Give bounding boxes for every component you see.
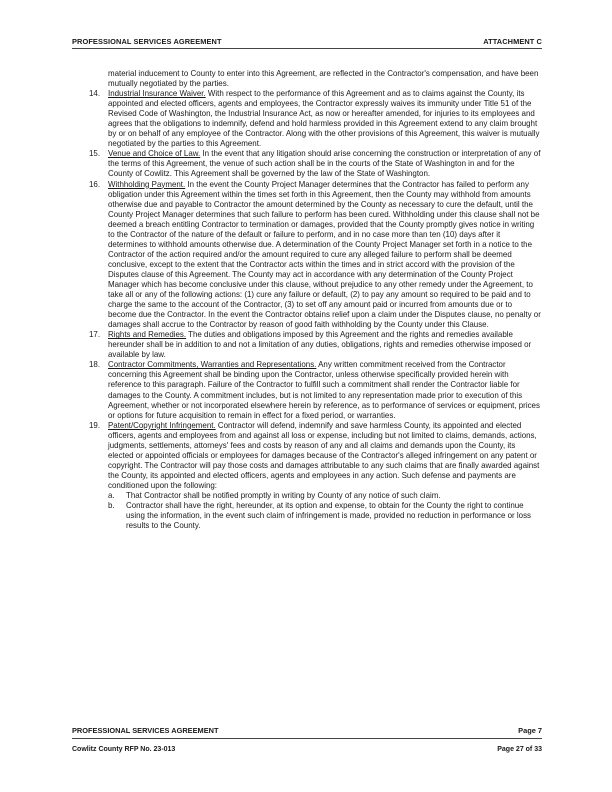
footer-page-number: Page 7 <box>518 726 542 735</box>
clause-heading: Rights and Remedies. <box>108 330 187 340</box>
clause-text: In the event that any litigation should arise concerning the construction or interpretation of any of the terms of this Agreement, the venue of such action shall be in the courts of the State of Washington in and for the County of Cowlitz. This Agreement shall be governed by the law of the State of Washington. <box>108 149 541 179</box>
clause-number: 16. <box>89 179 101 189</box>
clause-text: With respect to the performance of this Agreement and as to claims against the County, its appointed and elected officers, agents and employees, the Contractor expressly waives its immunity under Title 51 of the Revised Code of Washington, the Industrial Insurance Act, as now or hereafter amended, for injuries to its employees and agrees that the obligations to indemnify, defend and hold harmless provided in this Agreement extend to any claim brought by or on behalf of any employee of the Contractor. Along with the other provisions of this Agreement, this waiver is mutually negotiated by the parties to this Agreement. <box>108 89 540 149</box>
clause-text: Any written commitment received from the Contractor concerning this Agreement shall be binding upon the Contractor, unless otherwise specifically provided herein with reference to this paragraph. Failure of the Contractor to fulfill such a commitment shall render the Contractor liable for damages to the County. A commitment includes, but is not limited to any representation made prior to execution of this Agreement, whether or not incorporated elsewhere herein by reference, as to performance of services or equipment, prices or options for future acquisition to remain in effect for a fixed period, or warranties. <box>108 360 540 420</box>
clause-14 <box>73 89 541 149</box>
subclause-letter: a. <box>108 490 115 500</box>
clause-heading: Withholding Payment. <box>108 179 186 189</box>
subclause-text: That Contractor shall be notified promptly in writing by County of any notice of such claim. <box>126 490 441 500</box>
intro-paragraph: material inducement to County to enter into this Agreement, are reflected in the Contractor's compensation, and have been mutually negotiated by the parties. <box>108 69 539 89</box>
clause-15 <box>73 149 541 179</box>
clause-text: In the event the County Project Manager determines that the Contractor has failed to perform any obligation under this Agreement within the times set forth in this Agreement, then the County may withhold from amounts otherwise due and payable to Contractor the amount determined by the County as necessary to cure the default, until the County Project Manager determines that such failure to perform has been cured. Withholding under this clause shall not be deemed a breach entitling Contractor to termination or damages, provided that the County promptly gives notice in writing to the Contractor of the nature of the default or failure to perform, and in no case more than ten (10) days after it determines to withhold amounts otherwise due. A determination of the County Project Manager set forth in a notice to the Contractor of the action required and/or the amount required to cure any alleged failure to perform shall be deemed conclusive, except to the extent that the Contractor acts within the times and in strict accord with the provision of the Disputes clause of this Agreement. The County may act in accordance with any determination of the County Project Manager which has become conclusive under this clause, without prejudice to any other remedy under the Agreement, to take all or any of the following actions: (1) cure any failure or default, (2) to pay any amount so required to be paid and to charge the same to the account of the Contractor, (3) to set off any amount paid or incurred from amounts due or to become due the Contractor. In the event the Contractor obtains relief upon a claim under the Disputes clause, no penalty or damages shall accrue to the Contractor by reason of good faith withholding by the County under this Clause. <box>108 179 541 330</box>
footer-rule <box>72 738 542 739</box>
footer-title: PROFESSIONAL SERVICES AGREEMENT <box>72 726 219 735</box>
clause-number: 14. <box>89 89 101 99</box>
footer-rfp-number: Cowlitz County RFP No. 23-013 <box>72 746 176 753</box>
clause-heading: Patent/Copyright Infringement. <box>108 420 216 430</box>
clause-text: The duties and obligations imposed by this Agreement and the rights and remedies available hereunder shall be in addition to and not a limitation of any duties, obligations, rights and remedies otherwise imposed or available by law. <box>108 330 532 360</box>
page-footer <box>72 726 542 735</box>
footer-page-of: Page 27 of 33 <box>497 746 542 753</box>
clause-heading: Venue and Choice of Law. <box>108 149 201 159</box>
clause-number: 18. <box>89 360 101 370</box>
document-body <box>73 69 541 531</box>
header-attachment: ATTACHMENT C <box>483 37 542 46</box>
page-footer-rfp <box>72 746 542 753</box>
subclause-text: Contractor shall have the right, hereunder, at its option and expense, to obtain for the County the right to continue using the information, in the event such claim of infringement is made, provided no reduction in performance or loss results to the County. <box>126 501 532 531</box>
clause-number: 15. <box>89 149 101 159</box>
page-header <box>72 37 542 46</box>
subclause-b <box>108 501 541 531</box>
subclause-a <box>108 491 541 501</box>
clause-17 <box>73 330 541 360</box>
clause-19 <box>73 421 541 532</box>
clause-heading: Industrial Insurance Waiver. <box>108 89 206 99</box>
header-title: PROFESSIONAL SERVICES AGREEMENT <box>72 37 222 46</box>
clause-number: 19. <box>89 420 101 430</box>
header-rule <box>72 48 542 49</box>
subclause-letter: b. <box>108 501 115 511</box>
clause-16 <box>73 180 541 331</box>
clause-number: 17. <box>89 330 101 340</box>
clause-text: Contractor will defend, indemnify and save harmless County, its appointed and elected officers, agents and employees from and against all loss or expense, including but not limited to claims, demands, actions, judgments, settlements, attorneys' fees and costs by reason of any and all claims and demands upon the County, its elected or appointed officials or employees for damages because of the Contractor's alleged infringement on any patent or copyright. The Contractor will pay those costs and damages attributable to any such claims that are finally awarded against the County, its appointed and elected officers, agents and employees in any action. Such defense and payments are conditioned upon the following: <box>108 420 540 490</box>
clause-18 <box>73 360 541 420</box>
clause-heading: Contractor Commitments, Warranties and Representations. <box>108 360 317 370</box>
